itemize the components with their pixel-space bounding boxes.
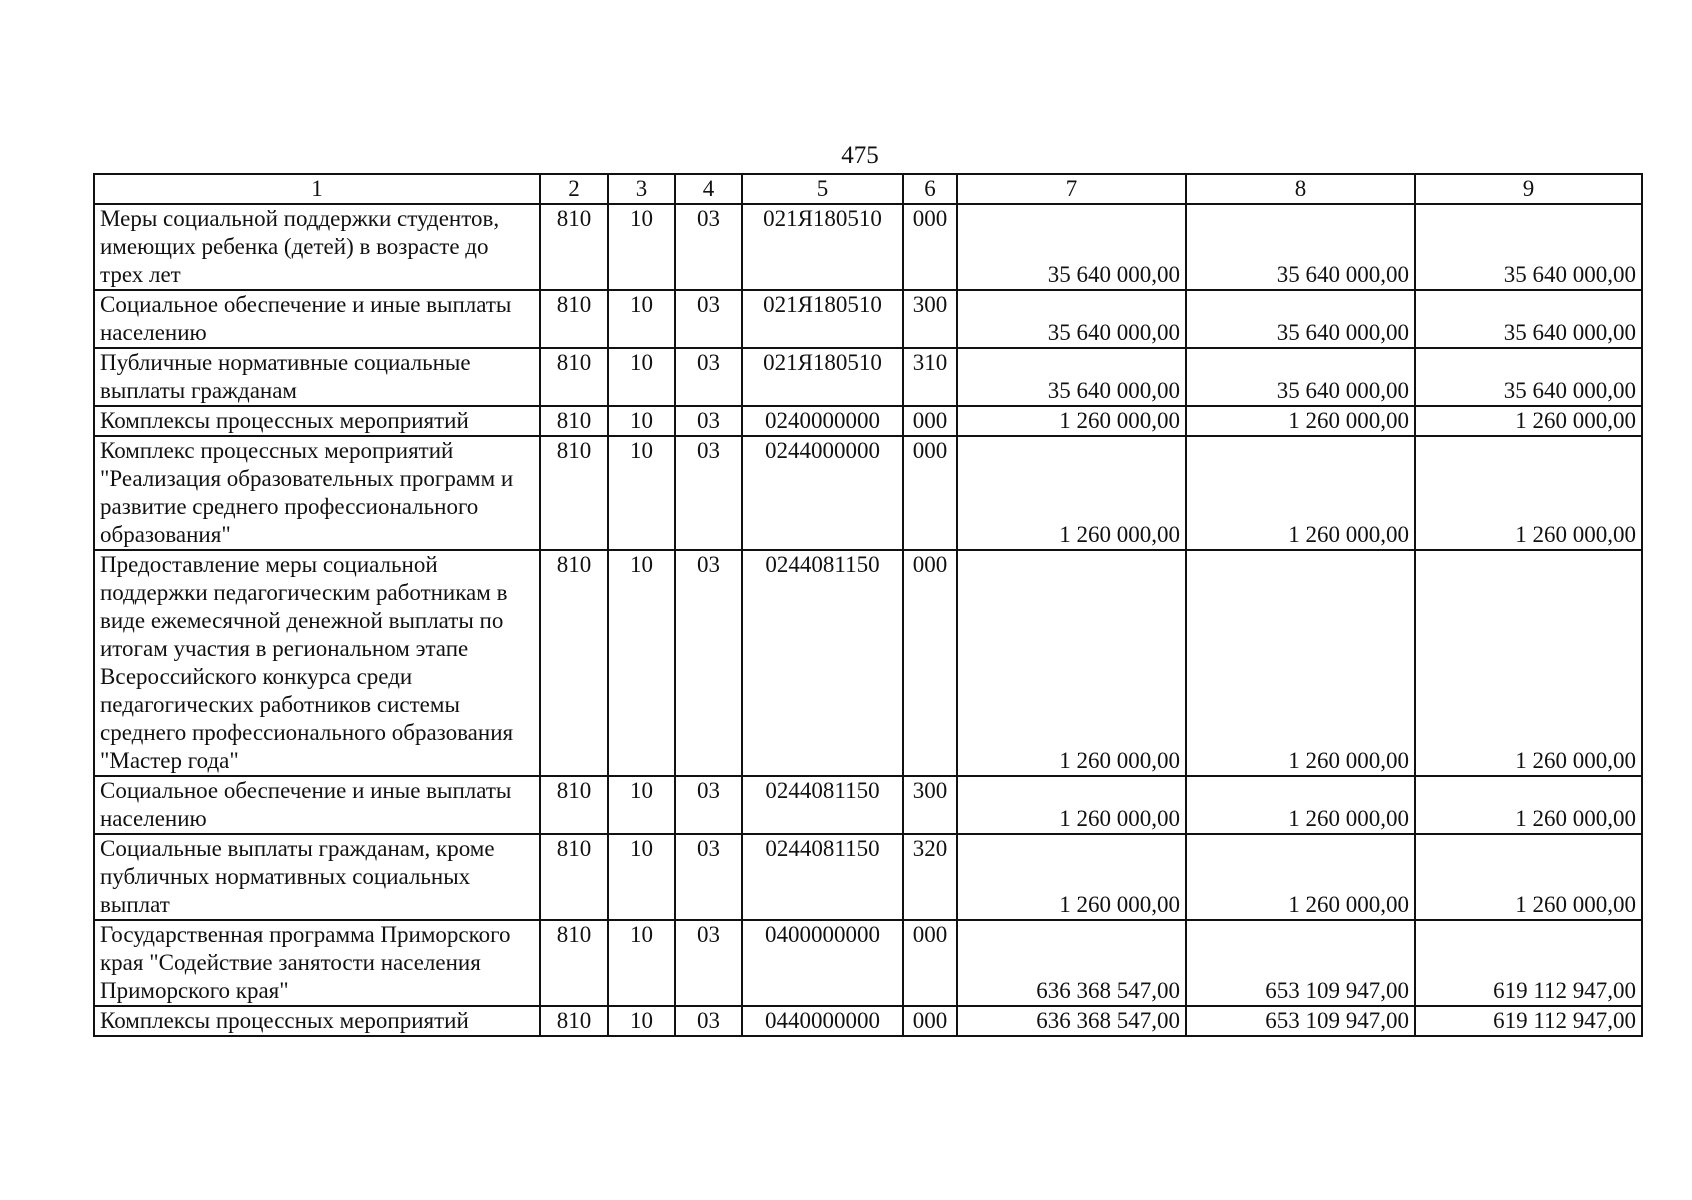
amount-col-8: 1 260 000,00: [1186, 406, 1415, 436]
column-header: 4: [675, 174, 742, 204]
table-row: [94, 436, 1642, 550]
subsection-code: 03: [675, 920, 742, 1006]
table-row: [94, 204, 1642, 290]
expense-type-code: 000: [903, 204, 957, 290]
amount-col-8: 653 109 947,00: [1186, 1006, 1415, 1036]
admin-code: 810: [540, 776, 608, 834]
amount-col-8: 1 260 000,00: [1186, 834, 1415, 920]
admin-code: 810: [540, 290, 608, 348]
column-header: 3: [608, 174, 675, 204]
amount-col-9: 35 640 000,00: [1415, 348, 1642, 406]
admin-code: 810: [540, 1006, 608, 1036]
amount-col-9: 35 640 000,00: [1415, 204, 1642, 290]
amount-col-9: 1 260 000,00: [1415, 550, 1642, 776]
table-row: [94, 834, 1642, 920]
expense-type-code: 300: [903, 776, 957, 834]
section-code: 10: [608, 776, 675, 834]
target-article-code: 021Я180510: [742, 290, 903, 348]
admin-code: 810: [540, 348, 608, 406]
section-code: 10: [608, 550, 675, 776]
item-name: Социальное обеспечение и иные выплаты населению: [94, 776, 540, 834]
page-number: 475: [841, 142, 879, 169]
subsection-code: 03: [675, 776, 742, 834]
expense-type-code: 000: [903, 406, 957, 436]
amount-col-9: 35 640 000,00: [1415, 290, 1642, 348]
amount-col-8: 1 260 000,00: [1186, 550, 1415, 776]
column-header: 9: [1415, 174, 1642, 204]
amount-col-7: 1 260 000,00: [957, 550, 1186, 776]
section-code: 10: [608, 406, 675, 436]
table-row: [94, 348, 1642, 406]
budget-table: [93, 173, 1643, 1037]
table-row: [94, 290, 1642, 348]
amount-col-7: 636 368 547,00: [957, 920, 1186, 1006]
item-name: Социальные выплаты гражданам, кроме публичных нормативных социальных выплат: [94, 834, 540, 920]
amount-col-8: 653 109 947,00: [1186, 920, 1415, 1006]
expense-type-code: 000: [903, 1006, 957, 1036]
subsection-code: 03: [675, 550, 742, 776]
amount-col-7: 35 640 000,00: [957, 348, 1186, 406]
table-row: [94, 1006, 1642, 1036]
target-article-code: 0244081150: [742, 834, 903, 920]
expense-type-code: 310: [903, 348, 957, 406]
subsection-code: 03: [675, 1006, 742, 1036]
amount-col-7: 35 640 000,00: [957, 204, 1186, 290]
amount-col-9: 1 260 000,00: [1415, 436, 1642, 550]
target-article-code: 021Я180510: [742, 348, 903, 406]
item-name: Комплекс процессных мероприятий "Реализация образовательных программ и развитие среднего профессионального образования": [94, 436, 540, 550]
target-article-code: 0244081150: [742, 550, 903, 776]
amount-col-8: 1 260 000,00: [1186, 776, 1415, 834]
section-code: 10: [608, 920, 675, 1006]
admin-code: 810: [540, 406, 608, 436]
admin-code: 810: [540, 204, 608, 290]
target-article-code: 0244000000: [742, 436, 903, 550]
column-header: 1: [94, 174, 540, 204]
admin-code: 810: [540, 834, 608, 920]
header-row: [94, 174, 1642, 204]
item-name: Предоставление меры социальной поддержки педагогическим работникам в виде ежемесячной денежной выплаты по итогам участия в региональном этапе Всероссийского конкурса среди педагогических работников системы среднего профессионального образования "Мастер года": [94, 550, 540, 776]
subsection-code: 03: [675, 834, 742, 920]
target-article-code: 021Я180510: [742, 204, 903, 290]
item-name: Комплексы процессных мероприятий: [94, 1006, 540, 1036]
amount-col-7: 636 368 547,00: [957, 1006, 1186, 1036]
amount-col-9: 1 260 000,00: [1415, 406, 1642, 436]
amount-col-7: 1 260 000,00: [957, 436, 1186, 550]
amount-col-8: 35 640 000,00: [1186, 348, 1415, 406]
subsection-code: 03: [675, 406, 742, 436]
subsection-code: 03: [675, 348, 742, 406]
amount-col-8: 1 260 000,00: [1186, 436, 1415, 550]
amount-col-9: 1 260 000,00: [1415, 834, 1642, 920]
table-row: [94, 406, 1642, 436]
subsection-code: 03: [675, 204, 742, 290]
expense-type-code: 320: [903, 834, 957, 920]
amount-col-9: 619 112 947,00: [1415, 920, 1642, 1006]
amount-col-7: 1 260 000,00: [957, 776, 1186, 834]
section-code: 10: [608, 204, 675, 290]
subsection-code: 03: [675, 436, 742, 550]
column-header: 8: [1186, 174, 1415, 204]
column-header: 5: [742, 174, 903, 204]
amount-col-7: 35 640 000,00: [957, 290, 1186, 348]
item-name: Публичные нормативные социальные выплаты гражданам: [94, 348, 540, 406]
target-article-code: 0440000000: [742, 1006, 903, 1036]
table-row: [94, 776, 1642, 834]
amount-col-7: 1 260 000,00: [957, 406, 1186, 436]
admin-code: 810: [540, 550, 608, 776]
amount-col-8: 35 640 000,00: [1186, 290, 1415, 348]
amount-col-7: 1 260 000,00: [957, 834, 1186, 920]
expense-type-code: 000: [903, 920, 957, 1006]
item-name: Социальное обеспечение и иные выплаты населению: [94, 290, 540, 348]
admin-code: 810: [540, 920, 608, 1006]
section-code: 10: [608, 348, 675, 406]
section-code: 10: [608, 436, 675, 550]
table-row: [94, 920, 1642, 1006]
item-name: Государственная программа Приморского края "Содействие занятости населения Приморского края": [94, 920, 540, 1006]
table-row: [94, 550, 1642, 776]
column-header: 6: [903, 174, 957, 204]
section-code: 10: [608, 290, 675, 348]
amount-col-8: 35 640 000,00: [1186, 204, 1415, 290]
expense-type-code: 000: [903, 436, 957, 550]
column-header: 7: [957, 174, 1186, 204]
section-code: 10: [608, 834, 675, 920]
expense-type-code: 000: [903, 550, 957, 776]
column-header: 2: [540, 174, 608, 204]
target-article-code: 0400000000: [742, 920, 903, 1006]
amount-col-9: 619 112 947,00: [1415, 1006, 1642, 1036]
admin-code: 810: [540, 436, 608, 550]
amount-col-9: 1 260 000,00: [1415, 776, 1642, 834]
section-code: 10: [608, 1006, 675, 1036]
target-article-code: 0244081150: [742, 776, 903, 834]
item-name: Комплексы процессных мероприятий: [94, 406, 540, 436]
expense-type-code: 300: [903, 290, 957, 348]
subsection-code: 03: [675, 290, 742, 348]
item-name: Меры социальной поддержки студентов, имеющих ребенка (детей) в возрасте до трех лет: [94, 204, 540, 290]
target-article-code: 0240000000: [742, 406, 903, 436]
